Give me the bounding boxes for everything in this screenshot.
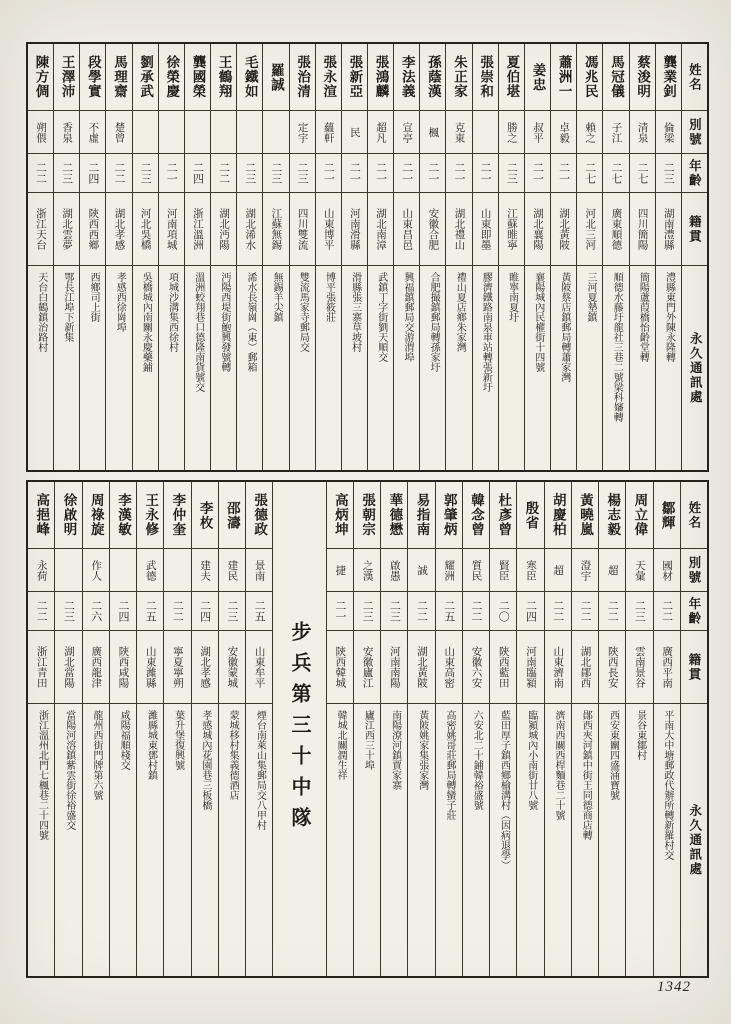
person-alias: 永荷	[28, 549, 54, 592]
person-name: 羅誠	[263, 44, 288, 111]
person-address: 孝感西徐崗埠	[114, 272, 126, 332]
person-address: 咸陽福順棧交	[118, 710, 130, 770]
person-address: 孝感城內花園巷三板橋	[199, 710, 211, 810]
roster-column	[599, 482, 626, 976]
person-address: 龍州西街門牌第六號	[90, 710, 102, 800]
roster-column	[420, 44, 446, 470]
person-age: 二一	[159, 154, 184, 193]
person-age: 二〇	[490, 592, 516, 631]
person-name: 毛鐵如	[237, 44, 262, 111]
person-alias: 蘊軒	[316, 111, 341, 154]
person-age: 二三	[54, 154, 79, 193]
person-native-place: 河南項城	[159, 193, 184, 266]
person-name: 徐啟明	[55, 482, 81, 549]
person-alias	[211, 111, 236, 154]
person-address: 黃陂蔡店鎮郵局轉蕭家灣	[558, 272, 570, 382]
person-address: 高密姚哥莊郵局轉蠻子莊	[444, 710, 456, 820]
roster-column	[342, 44, 368, 470]
person-age: 二六	[83, 592, 109, 631]
person-name: 蔡浚明	[630, 44, 655, 111]
person-native-place: 安徽蒙城	[219, 631, 245, 704]
person-native-place: 湖北襄陽	[525, 193, 550, 266]
person-address: 三河夏墊鎮	[585, 272, 597, 322]
person-native-place: 陝西韓城	[327, 631, 353, 704]
person-name: 段學實	[80, 44, 105, 111]
person-native-place: 湖北當陽	[55, 631, 81, 704]
person-native-place: 浙江青田	[28, 631, 54, 704]
person-name: 張新亞	[342, 44, 367, 111]
person-native-place: 廣西龍津	[83, 631, 109, 704]
header-name-label: 姓名	[682, 44, 707, 111]
header-name-label: 姓名	[681, 482, 707, 549]
roster-column	[626, 482, 653, 976]
person-age: 二一	[420, 154, 445, 193]
person-age: 二一	[342, 154, 367, 193]
person-age: 二一	[525, 154, 550, 193]
person-name: 殷省	[517, 482, 543, 549]
person-age: 二三	[354, 592, 380, 631]
person-name: 朱正家	[446, 44, 471, 111]
roster-column	[545, 482, 572, 976]
person-name: 孫蔭漢	[420, 44, 445, 111]
person-native-place: 廣東順德	[603, 193, 628, 266]
person-age: 二七	[603, 154, 628, 193]
person-name: 徐榮慶	[159, 44, 184, 111]
roster-column	[654, 482, 681, 976]
person-alias: 建夫	[192, 549, 218, 592]
person-name: 邵濤	[219, 482, 245, 549]
person-native-place: 湖北南漳	[368, 193, 393, 266]
person-name: 姜忠	[525, 44, 550, 111]
person-name: 鄒輝	[654, 482, 680, 549]
header-native-label: 籍貫	[681, 631, 707, 704]
person-age: 二四	[80, 154, 105, 193]
person-native-place: 浙江溫洲	[185, 193, 210, 266]
person-age: 二三	[626, 592, 652, 631]
person-age: 二二	[28, 592, 54, 631]
person-address: 吳橋城內南關永慶藥鋪	[140, 272, 152, 372]
person-alias: 定宇	[290, 111, 315, 154]
person-alias: 澄宇	[572, 549, 598, 592]
person-native-place: 湖北孝感	[106, 193, 131, 266]
person-address: 葉升堡復興號	[172, 710, 184, 770]
person-name: 張崇和	[473, 44, 498, 111]
person-name: 高炳坤	[327, 482, 353, 549]
header-age-label: 年齡	[681, 592, 707, 631]
person-address: 黃陂姚家集張家灣	[416, 710, 428, 790]
roster-column	[164, 482, 191, 976]
roster-column	[110, 482, 137, 976]
person-alias: 捷	[327, 549, 353, 592]
person-native-place: 湖北禮山	[446, 193, 471, 266]
person-alias	[133, 111, 158, 154]
roster-column	[185, 44, 211, 470]
roster-column	[137, 482, 164, 976]
person-name: 張永渲	[316, 44, 341, 111]
person-address: 當陽河溶鎮紫雲街徐裕盛交	[63, 710, 75, 830]
person-age: 二三	[263, 154, 288, 193]
person-address: 濰縣城東鄧村鎮	[145, 710, 157, 780]
person-age: 二二	[599, 592, 625, 631]
person-native-place: 江蘇睢寧	[499, 193, 524, 266]
person-name: 楊志毅	[599, 482, 625, 549]
person-native-place: 湖北黃陂	[408, 631, 434, 704]
person-address: 項城沙溝集西徐村	[166, 272, 178, 352]
person-age: 二五	[137, 592, 163, 631]
person-alias: 超	[599, 549, 625, 592]
person-age: 二一	[473, 154, 498, 193]
person-address: 鄂長江埠下新集	[61, 272, 73, 342]
roster-column	[394, 44, 420, 470]
person-age: 二一	[368, 154, 393, 193]
person-name: 易指南	[408, 482, 434, 549]
person-native-place: 湖北浠水	[237, 193, 262, 266]
roster-column	[381, 482, 408, 976]
person-age: 二二	[654, 592, 680, 631]
person-alias	[263, 111, 288, 154]
person-native-place: 河南滑縣	[342, 193, 367, 266]
person-address: 溫洲蛟翔巷口德隆南貨號交	[192, 272, 204, 392]
person-age: 二三	[219, 592, 245, 631]
person-alias: 國材	[654, 549, 680, 592]
roster-column	[159, 44, 185, 470]
person-age: 二三	[499, 154, 524, 193]
person-address: 南陽潦河鎮賈家寨	[389, 710, 401, 790]
person-alias: 倫梁	[656, 111, 681, 154]
person-alias: 天彙	[626, 549, 652, 592]
squadron-title-label: 步兵第三十中隊	[287, 620, 310, 838]
roster-column	[551, 44, 577, 470]
person-address: 興福鎮郵局交游渭埠	[401, 272, 413, 362]
header-address-label: 永久通訊處	[687, 803, 702, 877]
person-age: 二二	[106, 154, 131, 193]
person-native-place: 湖北沔陽	[211, 193, 236, 266]
roster-column	[192, 482, 219, 976]
squadron-divider	[273, 482, 326, 976]
person-address: 博平張筱莊	[323, 272, 335, 322]
person-name: 周立偉	[626, 482, 652, 549]
person-age: 二七	[577, 154, 602, 193]
roster-column	[490, 482, 517, 976]
person-native-place: 雲南景谷	[626, 631, 652, 704]
person-native-place: 安徽合肥	[420, 193, 445, 266]
person-age: 二一	[394, 154, 419, 193]
person-alias	[164, 549, 190, 592]
person-address: 澧縣東門外陳永隆轉	[663, 272, 675, 362]
roster-column	[446, 44, 472, 470]
person-age: 二四	[192, 592, 218, 631]
person-native-place: 河南南陽	[381, 631, 407, 704]
person-age: 二五	[436, 592, 462, 631]
person-native-place: 湖北雲夢	[54, 193, 79, 266]
roster-column	[55, 482, 82, 976]
person-native-place: 安徽廬江	[354, 631, 380, 704]
person-alias: 耀洲	[436, 549, 462, 592]
person-alias: 民	[342, 111, 367, 154]
roster-column	[28, 482, 55, 976]
person-age: 二二	[572, 592, 598, 631]
person-alias	[55, 549, 81, 592]
person-age: 二一	[551, 154, 576, 193]
person-age: 二三	[656, 154, 681, 193]
person-name: 張朝宗	[354, 482, 380, 549]
person-address: 西鄉司上街	[88, 272, 100, 322]
person-address: 睢寧南夏圩	[506, 272, 518, 322]
person-native-place: 湖北黃陂	[551, 193, 576, 266]
person-address: 禮山夏店鄉朱家灣	[454, 272, 466, 352]
person-name: 王永修	[137, 482, 163, 549]
person-native-place: 陝西西鄉	[80, 193, 105, 266]
header-address-label: 永久通訊處	[688, 331, 703, 405]
person-age: 二三	[237, 154, 262, 193]
roster-column	[106, 44, 132, 470]
person-name: 張德政	[246, 482, 272, 549]
person-age: 二三	[381, 592, 407, 631]
person-name: 杜彥曾	[490, 482, 516, 549]
bottom-header-column	[681, 482, 707, 976]
person-address: 簡陽蘆葭橋怡齡堂轉	[637, 272, 649, 362]
person-name: 龔業釗	[656, 44, 681, 111]
person-name: 郭肇炳	[436, 482, 462, 549]
person-name: 韓念曾	[463, 482, 489, 549]
person-alias: 楓	[420, 111, 445, 154]
roster-column	[246, 482, 273, 976]
header-alias-label: 別號	[682, 111, 707, 154]
roster-column	[28, 44, 54, 470]
person-name: 龔國榮	[185, 44, 210, 111]
person-alias: 楚曾	[106, 111, 131, 154]
person-name: 高挹峰	[28, 482, 54, 549]
person-alias: 景南	[246, 549, 272, 592]
person-native-place: 陝西藍田	[490, 631, 516, 704]
person-age: 二七	[630, 154, 655, 193]
roster-column	[237, 44, 263, 470]
roster-column	[630, 44, 656, 470]
person-name: 蕭洲一	[551, 44, 576, 111]
person-native-place: 山東高密	[436, 631, 462, 704]
person-alias	[473, 111, 498, 154]
top-header-column	[682, 44, 707, 470]
person-alias: 克東	[446, 111, 471, 154]
person-native-place: 四川雙流	[290, 193, 315, 266]
person-address: 景谷東鄒村	[634, 710, 646, 760]
person-name: 李漢敏	[110, 482, 136, 549]
person-age: 二三	[55, 592, 81, 631]
person-alias: 建民	[219, 549, 245, 592]
person-name: 周祿旋	[83, 482, 109, 549]
roster-column	[603, 44, 629, 470]
roster-column	[577, 44, 603, 470]
person-name: 張鴻麟	[368, 44, 393, 111]
roster-column	[499, 44, 525, 470]
roster-column	[525, 44, 551, 470]
person-address: 廬江西三十埠	[362, 710, 374, 770]
person-native-place: 浙江天台	[28, 193, 53, 266]
person-native-place: 山東濟南	[545, 631, 571, 704]
roster-column	[473, 44, 499, 470]
person-name: 華德懋	[381, 482, 407, 549]
person-age: 二五	[246, 592, 272, 631]
person-age: 二三	[290, 154, 315, 193]
person-alias: 超凡	[368, 111, 393, 154]
top-roster-table	[26, 42, 709, 472]
person-alias: 宣亭	[394, 111, 419, 154]
person-address: 沔陽西堤街鮑興發號轉	[218, 272, 230, 372]
person-name: 黃曉嵐	[572, 482, 598, 549]
person-address: 順德水藤圩龍社三巷二號梁科嬸轉	[611, 272, 623, 422]
roster-column	[316, 44, 342, 470]
person-address: 雙流馬家寺郵局交	[297, 272, 309, 352]
person-alias	[185, 111, 210, 154]
person-name: 劉承武	[133, 44, 158, 111]
person-age: 二二	[211, 154, 236, 193]
person-address: 浠水長嶺崗（東）郵箱	[245, 272, 257, 372]
person-alias: 作人	[83, 549, 109, 592]
person-native-place: 陝西長安	[599, 631, 625, 704]
roster-column	[572, 482, 599, 976]
person-alias: 質民	[463, 549, 489, 592]
roster-column	[263, 44, 289, 470]
person-address: 膠濟鐵路南泉車站轉張新圩	[480, 272, 492, 392]
person-name: 李枚	[192, 482, 218, 549]
person-alias: 勝之	[499, 111, 524, 154]
person-native-place: 寧夏寧朔	[164, 631, 190, 704]
person-address: 天台白鶴鎮治路村	[35, 272, 47, 352]
person-address: 煙台南萊山集郵局交八甲村	[254, 710, 266, 830]
person-name: 馬冠儀	[603, 44, 628, 111]
person-native-place: 山東即墨	[473, 193, 498, 266]
person-native-place: 湖北孝感	[192, 631, 218, 704]
person-age: 二四	[185, 154, 210, 193]
person-native-place: 廣西平南	[654, 631, 680, 704]
person-alias: 之漢	[354, 549, 380, 592]
person-alias	[237, 111, 262, 154]
person-address: 六安北二十鋪韓裕盛號	[471, 710, 483, 810]
person-native-place: 河南臨潁	[517, 631, 543, 704]
roster-column	[211, 44, 237, 470]
person-native-place: 江蘇無錫	[263, 193, 288, 266]
person-name: 王鶴翔	[211, 44, 236, 111]
person-age: 二二	[545, 592, 571, 631]
person-native-place: 四川簡陽	[630, 193, 655, 266]
person-address: 韓城北關潤生祥	[335, 710, 347, 780]
person-age: 二一	[446, 154, 471, 193]
person-native-place: 山東濰縣	[137, 631, 163, 704]
person-address: 滑縣張三寨草坡村	[349, 272, 361, 352]
person-alias: 不虛	[80, 111, 105, 154]
roster-column	[133, 44, 159, 470]
person-alias: 香泉	[54, 111, 79, 154]
roster-column	[327, 482, 354, 976]
person-address: 濟南西關西桿麵巷二十號	[552, 710, 564, 820]
person-address: 無錫羊尖鎮	[271, 272, 283, 322]
header-age-label: 年齡	[682, 154, 707, 193]
person-age: 二一	[316, 154, 341, 193]
person-name: 李法義	[394, 44, 419, 111]
header-native-label: 籍貫	[682, 193, 707, 266]
roster-column	[54, 44, 80, 470]
roster-column	[354, 482, 381, 976]
roster-column	[656, 44, 682, 470]
person-age: 二一	[327, 592, 353, 631]
person-alias: 寒臣	[517, 549, 543, 592]
person-alias: 清泉	[630, 111, 655, 154]
person-alias: 賢臣	[490, 549, 516, 592]
person-alias: 子江	[603, 111, 628, 154]
person-age: 二四	[517, 592, 543, 631]
person-name: 馮兆民	[577, 44, 602, 111]
person-name: 李仲奎	[164, 482, 190, 549]
person-address: 臨潁城內小南街廿八號	[525, 710, 537, 810]
person-alias	[159, 111, 184, 154]
person-native-place: 河北吳橋	[133, 193, 158, 266]
person-native-place: 山東牟平	[246, 631, 272, 704]
roster-column	[463, 482, 490, 976]
person-address: 浙江溫州北門七楓巷二十四號	[36, 710, 48, 840]
roster-column	[436, 482, 463, 976]
person-name: 張治清	[290, 44, 315, 111]
roster-column	[368, 44, 394, 470]
bottom-roster-table	[26, 480, 709, 978]
page-number: 1342	[657, 979, 691, 995]
person-age: 二四	[110, 592, 136, 631]
roster-column	[408, 482, 435, 976]
person-name: 胡慶柏	[545, 482, 571, 549]
person-alias: 叔平	[525, 111, 550, 154]
person-age: 二二	[28, 154, 53, 193]
person-address: 平南大中塘郵政代辦所轉新羅村交	[661, 710, 673, 860]
person-name: 王澤沛	[54, 44, 79, 111]
person-alias: 武德	[137, 549, 163, 592]
person-native-place: 湖南澧縣	[656, 193, 681, 266]
person-name: 夏伯堪	[499, 44, 524, 111]
person-alias: 超	[545, 549, 571, 592]
person-alias: 誠	[408, 549, 434, 592]
person-alias: 賴之	[577, 111, 602, 154]
person-age: 二二	[463, 592, 489, 631]
person-address: 藍田厚子鎮西鄉榆溝村（因病退學）	[498, 710, 510, 870]
person-native-place: 河北三河	[577, 193, 602, 266]
person-native-place: 湖北鄖西	[572, 631, 598, 704]
person-alias: 啟愚	[381, 549, 407, 592]
person-age: 二二	[408, 592, 434, 631]
roster-column	[80, 44, 106, 470]
person-address: 襄陽城內民權街十四號	[532, 272, 544, 372]
person-name: 馬理齋	[106, 44, 131, 111]
person-address: 鄖西夾河鎮中街王同德商店轉	[580, 710, 592, 840]
person-native-place: 山東博平	[316, 193, 341, 266]
person-name: 陳方倜	[28, 44, 53, 111]
person-address: 武鎮丁字街劉天順交	[375, 272, 387, 362]
person-address: 蒙城移村集義德酒店	[227, 710, 239, 800]
person-address: 合肥撮鎮郵局轉孫家圩	[428, 272, 440, 372]
person-native-place: 安徽六安	[463, 631, 489, 704]
person-alias	[110, 549, 136, 592]
roster-column	[290, 44, 316, 470]
roster-column	[219, 482, 246, 976]
person-age: 二三	[133, 154, 158, 193]
roster-column	[83, 482, 110, 976]
header-alias-label: 別號	[681, 549, 707, 592]
person-age: 二二	[164, 592, 190, 631]
person-address: 西安東關四盛涌寶號	[607, 710, 619, 800]
person-native-place: 山東昌邑	[394, 193, 419, 266]
roster-column	[517, 482, 544, 976]
person-alias: 卓毅	[551, 111, 576, 154]
person-alias: 朔偎	[28, 111, 53, 154]
person-native-place: 陝西咸陽	[110, 631, 136, 704]
